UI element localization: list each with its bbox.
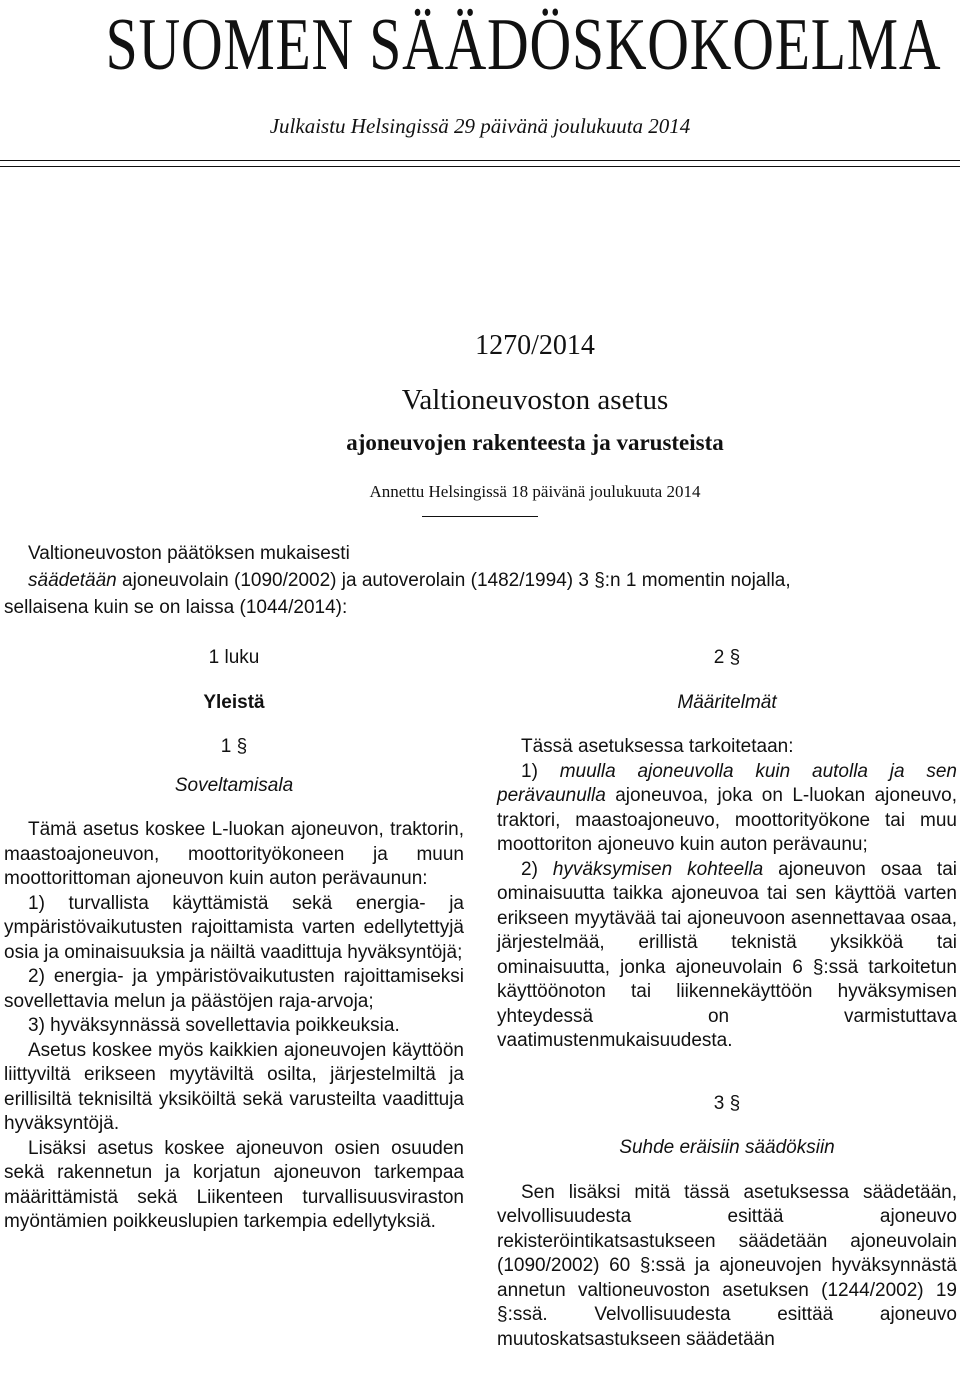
title-separator	[422, 516, 538, 517]
section-2-item-1	[497, 760, 957, 858]
section-2-intro: Tässä asetuksessa tarkoitetaan:	[521, 736, 794, 757]
preamble-line-2	[4, 567, 960, 594]
section-2-title: Määritelmät	[677, 691, 777, 713]
section-2-item-1-term: muulla ajoneuvolla kuin autolla ja sen perävaunulla	[497, 760, 957, 806]
section-2-number: 2 §	[713, 647, 741, 668]
preamble-line-1: Valtioneuvoston päätöksen mukaisesti	[28, 543, 350, 564]
preamble-line-3: sellaisena kuin se on laissa (1044/2014):	[4, 597, 348, 618]
section-2-item-1-text: ajoneuvoa, joka on L-luokan ajoneuvo, traktori, maastoajoneuvo, moottorityökone tai muu moottoriton ajoneuvo kuin auton perävaunu;	[497, 785, 957, 855]
section-1-item-2: 2) energia- ja ympäristövaikutusten rajoittamiseksi sovellettavia melun ja päästöjen raja-arvoja;	[4, 966, 464, 1012]
section-1-item-3: 3) hyväksynnässä sovellettavia poikkeuksia.	[28, 1015, 400, 1036]
preamble-enacting-word: säädetään	[28, 570, 117, 591]
section-1-item-1: 1) turvallista käyttämistä sekä energia- ja ympäristövaikutusten rajoittamista varten edellytettyjä osia ja ominaisuuksia ja näiltä vaadittuja hyväksyntöjä;	[4, 892, 464, 963]
left-column	[4, 646, 464, 1235]
section-1-number: 1 §	[220, 736, 248, 757]
section-3-title: Suhde eräisiin säädöksiin	[619, 1137, 835, 1158]
preamble	[4, 540, 960, 621]
section-1-para-3: Lisäksi asetus koskee ajoneuvon osien osuuden sekä rakennetun ja korjatun ajoneuvon tarkempaa määrittämistä sekä Liikenteen turvallisuusviraston myöntämien poikkeuslupien tarkempia edellytyksiä.	[4, 1137, 464, 1232]
section-2-item-2-term: hyväksymisen kohteella	[552, 858, 764, 880]
section-2-item-2-text: ajoneuvon osaa tai ominaisuutta taikka ajoneuvoa tai sen käyttöä varten erikseen myytävää tai ajoneuvoon asennettavaa osaa, järjestelmää, erillistä teknistä yksikköä tai ominaisuutta, jonka ajoneuvolain 6 §:ssä tarkoitetun käyttöönoton tai liikennekäyttöön hyväksymisen yhteydessä on varmistuttava vaatimustenmukaisuudesta.	[497, 858, 957, 1051]
section-2-item-2-number: 2)	[521, 858, 553, 880]
chapter-number: 1 luku	[208, 647, 260, 668]
preamble-line-2-rest: ajoneuvolain (1090/2002) ja autoverolain (1482/1994) 3 §:n 1 momentin nojalla,	[116, 570, 791, 591]
section-1-title: Soveltamisala	[174, 774, 294, 796]
issued-line: Annettu Helsingissä 18 päivänä joulukuuta 2014	[369, 482, 701, 501]
masthead-rule-bottom	[0, 166, 960, 167]
right-column	[497, 646, 957, 1352]
document-number: 1270/2014	[475, 330, 595, 361]
section-2-item-2	[497, 858, 957, 1054]
document-subtitle: ajoneuvojen rakenteesta ja varusteista	[346, 430, 724, 455]
section-3-number: 3 §	[713, 1092, 741, 1114]
section-2-item-1-number: 1)	[521, 760, 560, 782]
masthead-rule-top	[0, 160, 960, 161]
document-title: Valtioneuvoston asetus	[401, 384, 669, 416]
chapter-title: Yleistä	[203, 691, 265, 713]
masthead: SUOMEN SÄÄDÖSKOKOELMA	[105, 4, 942, 86]
section-3-para-1: Sen lisäksi mitä tässä asetuksessa säädetään, velvollisuudesta esittää ajoneuvo rekisteröintikatsastukseen säädetään ajoneuvolain (1090/2002) 60 §:ssä ja ajoneuvojen hyväksynnästä annetun valtioneuvoston asetuksen (1244/2002) 19 §:ssä. Velvollisuudesta esittää ajoneuvo muutoskatsastukseen säädetään	[497, 1181, 957, 1350]
section-1-para-2: Asetus koskee myös kaikkien ajoneuvojen käyttöön liittyviltä erikseen myytäviltä osilta, järjestelmiltä ja erillisiltä teknisiltä yksiköiltä sekä varusteilta vaadittuja hyväksyntöjä.	[4, 1039, 464, 1134]
section-1-para-1: Tämä asetus koskee L-luokan ajoneuvon, traktorin, maastoajoneuvon, moottorityökoneen ja muun moottorittoman ajoneuvon kuin auton perävaunun:	[4, 819, 464, 889]
publication-line: Julkaistu Helsingissä 29 päivänä joulukuuta 2014	[269, 114, 691, 138]
